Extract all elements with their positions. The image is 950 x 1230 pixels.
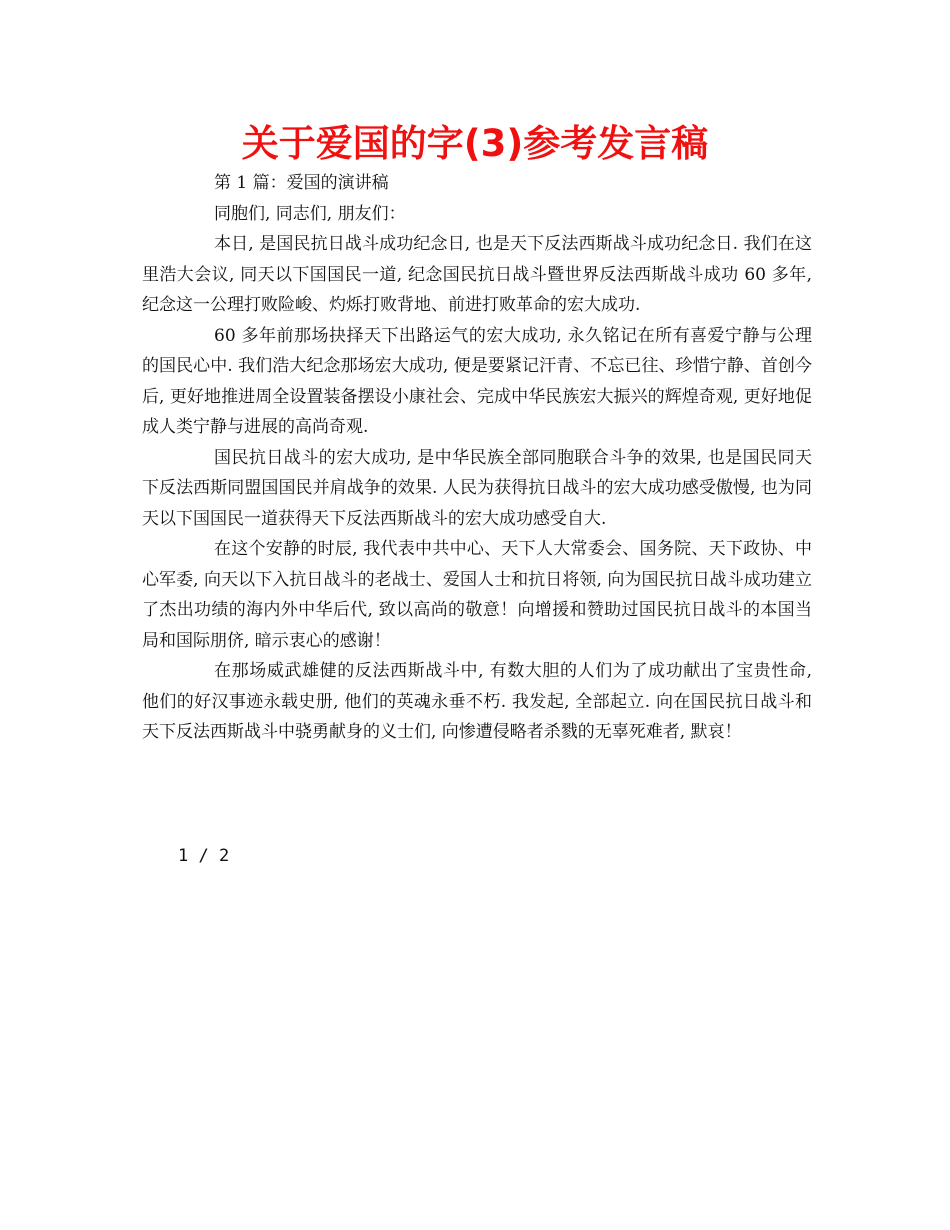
paragraph-5: 在那场威武雄健的反法西斯战斗中, 有数大胆的人们为了成功献出了宝贵性命, 他们的好汉事迹永载史册, 他们的英魂永垂不朽. 我发起, 全部起立. 向在国民抗日战斗和天下反法西斯战斗中骁勇献身的义士们, 向惨遭侵略者杀戮的无辜死难者, 默哀！ (142, 661, 812, 742)
document-body (142, 168, 812, 748)
salutation: 同胞们, 同志们, 朋友们： (214, 203, 406, 224)
paragraph-1: 本日, 是国民抗日战斗成功纪念日, 也是天下反法西斯战斗成功纪念日. 我们在这里浩大会议, 同天以下国国民一道, 纪念国民抗日战斗暨世界反法西斯战斗成功 60 多年, 纪念这一公理打败险峻、灼烁打败背地、前进打败革命的宏大成功. (142, 234, 812, 315)
section-heading: 第 1 篇：爱国的演讲稿 (214, 173, 389, 193)
document-title: 关于爱国的字(3)参考发言稿 (241, 122, 709, 165)
paragraph-4: 在这个安静的时辰, 我代表中共中心、天下人大常委会、国务院、天下政协、中心军委, 向天以下入抗日战斗的老战士、爱国人士和抗日将领, 向为国民抗日战斗成功建立了杰出功绩的海内外中华后代, 致以高尚的敬意！向增援和赞助过国民抗日战斗的本国当局和国际朋侪, 暗示衷心的感谢！ (142, 539, 812, 651)
paragraph-2: 60 多年前那场抉择天下出路运气的宏大成功, 永久铭记在所有喜爱宁静与公理的国民心中. 我们浩大纪念那场宏大成功, 便是要紧记汗青、不忘已往、珍惜宁静、首创今后, 更好地推进周全设置装备摆设小康社会、完成中华民族宏大振兴的辉煌奇观, 更好地促成人类宁静与进展的高尚奇观. (142, 325, 812, 437)
paragraph-3: 国民抗日战斗的宏大成功, 是中华民族全部同胞联合斗争的效果, 也是国民同天下反法西斯同盟国国民并肩战争的效果. 人民为获得抗日战斗的宏大成功感受傲慢, 也为同天以下国国民一道获得天下反法西斯战斗的宏大成功感受自大. (142, 447, 812, 529)
page-number: 1 / 2 (178, 846, 230, 866)
